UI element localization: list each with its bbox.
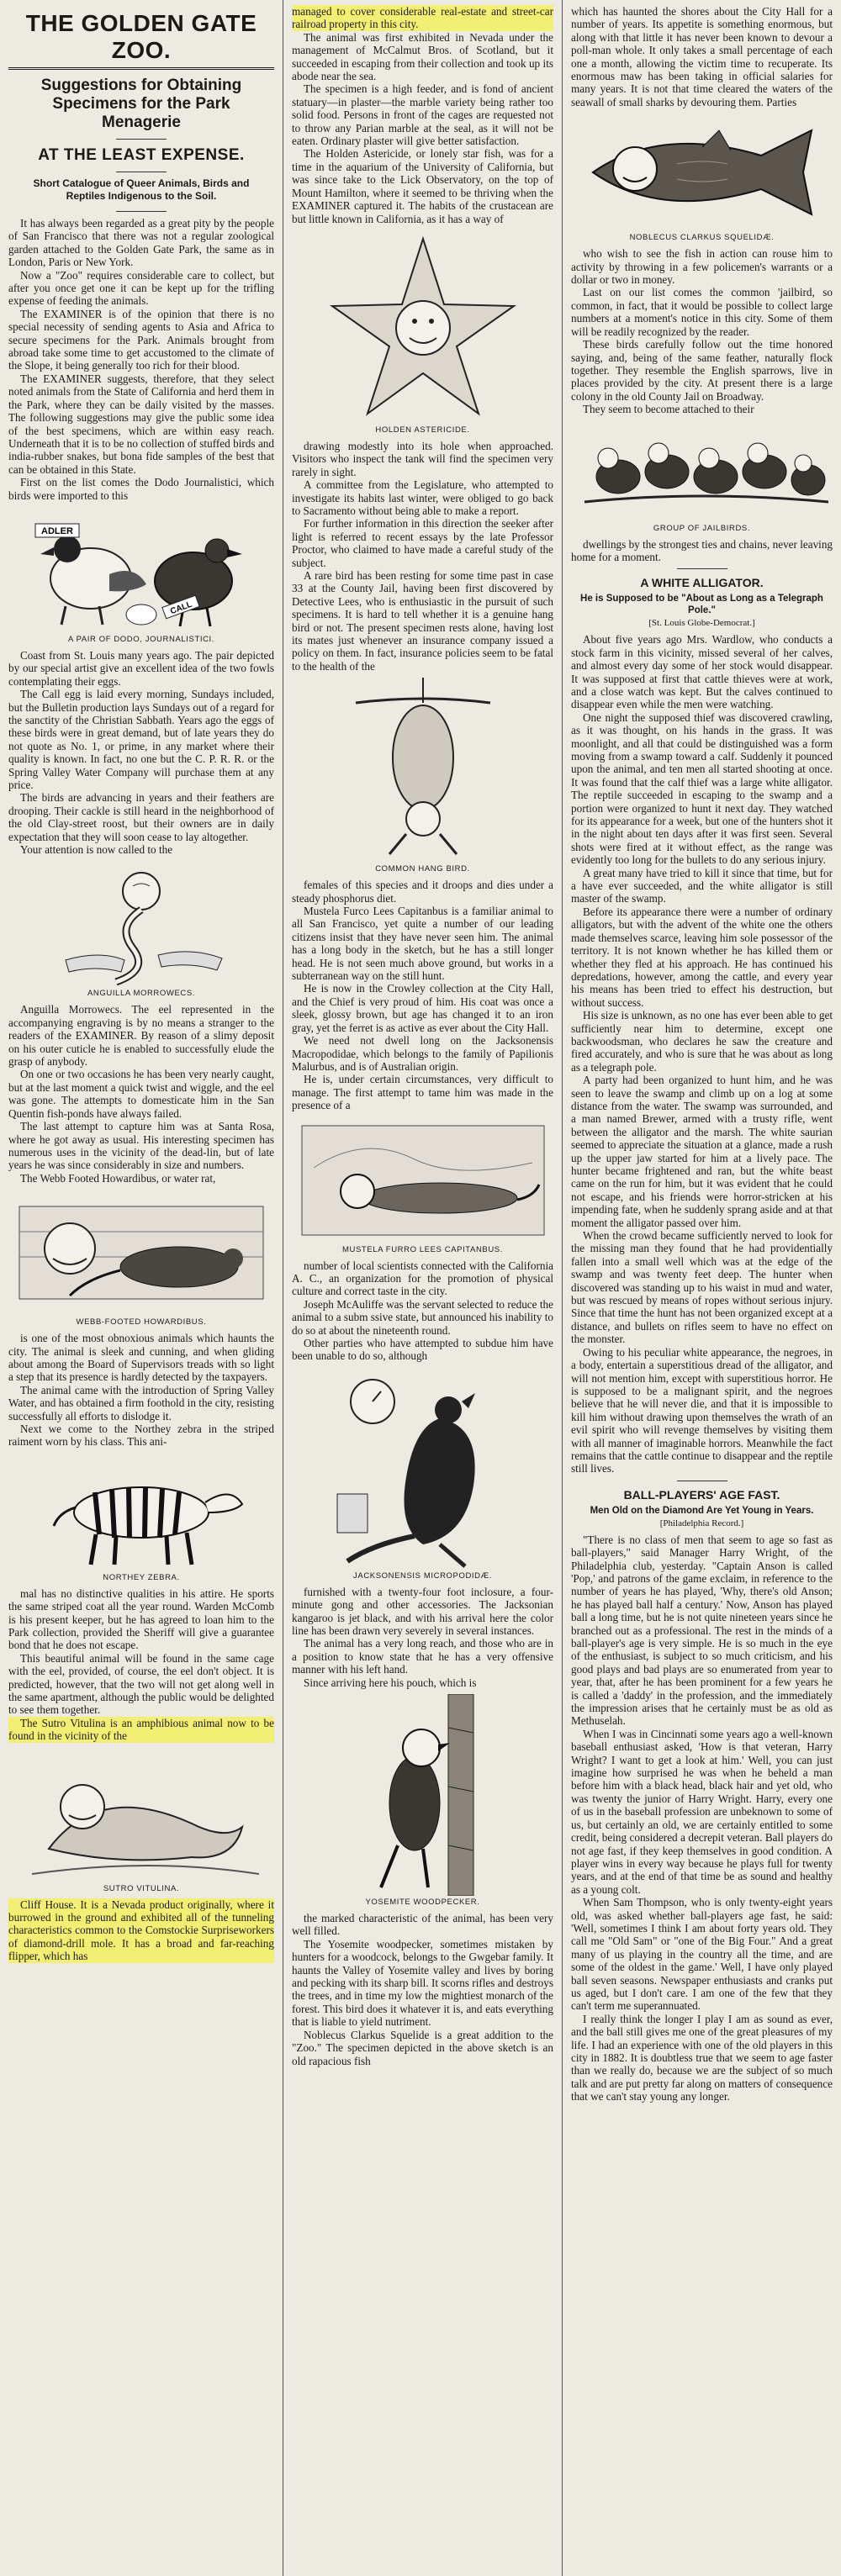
paragraph: Anguilla Morrowecs. The eel represented in the accompanying engraving is by no means a stranger to the readers of the EXAMINER. By reason of a slimy deposit on his outer cuticle he is enabled to successfully elude the grasp of anybody. [8, 1003, 274, 1069]
caption: WEBB-FOOTED HOWARDIBUS. [76, 1317, 207, 1328]
divider [116, 139, 167, 140]
fish-illustration [576, 113, 828, 231]
paragraph: number of local scientists connected with the California A. C., an organization for the promotion of physical culture and correct taste in the city. [292, 1259, 553, 1298]
paragraph: This beautiful animal will be found in the same cage with the eel, provided, of course, the eel don't object. It is predicted, however, that the two will not get along well in the same apartment, although the public would be delighted to see them together. [8, 1651, 274, 1717]
caption: A PAIR OF DODO, JOURNALISTICI. [67, 634, 215, 644]
zebra-illustration [15, 1454, 267, 1571]
caption: NORTHEY ZEBRA. [103, 1572, 180, 1582]
dodo-label-b: CALL [169, 599, 193, 617]
paragraph: dwellings by the strongest ties and chains, never leaving home for a moment. [571, 537, 833, 563]
article-subheadline: Men Old on the Diamond Are Yet Young in Years. [590, 1505, 814, 1516]
paragraph: A rare bird has been resting for some time past in case 33 at the County Jail, having been first discovered by Detective Lees, who is enthusiastic in the pursuit of such specimens. It is hard to tell whether it is a genuine hang bird or not. The present specimen rests alone, having lost its mates just whenever an insurance company issued a policy on them. In fact, insurance policies seem to be fatal to the health of the [292, 568, 553, 673]
paragraph-highlighted: managed to cover considerable real-estate and street-car railroad property in this city. [292, 5, 553, 31]
paragraph: Coast from St. Louis many years ago. The pair depicted by our special artist give an excellent idea of the two fowls contemplating their eggs. [8, 648, 274, 688]
paragraph: He is, under certain circumstances, very difficult to manage. The first attempt to tame him was made in the presence of a [292, 1073, 553, 1112]
caption: YOSEMITE WOODPECKER. [365, 1898, 480, 1908]
caption: GROUP OF JAILBIRDS. [653, 523, 751, 533]
hang-bird-illustration [322, 678, 524, 863]
paragraph: The Call egg is laid every morning, Sundays included, but the Bulletin production lays Sundays out of a regard for the sanctity of the Christian Sabbath. Years ago the eggs of these birds were in great demand, but of late years they do not quote as No. 1, or prime, in any market where their quality is known. In fact, no one but the C. P. R. R. or the Spring Valley Water Company will purchase them at any price. [8, 688, 274, 791]
article-source: [Philadelphia Record.] [659, 1518, 744, 1528]
illustration-mustela [292, 1117, 553, 1254]
paragraph: A party had been organized to hunt him, and he was seen to leave the swamp and climb up on a log at some distance from the water. The swamp was surrounded, and a man named Brewer, armed with a trusty rifle, went between the alligator and the marsh. The white saurian seemed to appreciate the situation at a glance, made a rush up the upper jaw started for him at a lively pace. The hunter became frightened and ran, but the white beast came on the run for him, but it was evident that he could not escape, and his friends were horror-stricken at his impending fate, when he suddenly sprang aside and at that moment the alligator passed over him. [571, 1074, 833, 1229]
seal-illustration [15, 1748, 267, 1882]
caption: HOLDEN ASTERICIDE. [375, 425, 470, 435]
paragraph: A committee from the Legislature, who attempted to investigate its habits last winter, were obliged to go back to Sacramento without being able to make a report. [292, 478, 553, 517]
dodo-illustration [15, 507, 267, 633]
paragraph: "There is no class of men that seem to age so fast as ball-players," said Manager Harry Wright, of the Philadelphia club, yesterday. "Captain Anson is called 'Pop,' and patrons of the game exclaim, in reference to the number of years he has played, 'Why, there's old Anson; he has played ball half a century.' Now, Anson has played ball a long time, but he is not quite nineteen years since he branched out as a professional. The rest in the minds of a ball-player's age is very simple. He is so much in the eye of the enthusiast, is subject to so much criticism, and his good plays and bad plays are so enumerated from year to year, that, after he has been prominent for a few years he is called a 'daddy' in the profession, and the immediately the impression arises that he certainly must be as old as Methuselah. [571, 1533, 833, 1728]
paragraph: When Sam Thompson, who is only twenty-eight years old, was asked whether ball-players age fast, he said: 'Well, sometimes I think I am about forty years old. They call me "Old Sam" or "one of the Big Four." And a great many of us playing in the country all the time, and are some of the oldest in the game.' Well, I have only played ball seven seasons. Newspaper enthusiasts and cranks put us aged, but I don't care. I am one of the few that they can't term me superannuated. [571, 1896, 833, 2013]
paragraph: is one of the most obnoxious animals which haunts the city. The animal is sleek and cunning, and when gliding about among the Board of Supervisors treads with so light a step that its presence is hardly detected by the taxpayers. [8, 1332, 274, 1384]
jailbirds-illustration [576, 421, 828, 522]
caption: SUTRO VITULINA. [103, 1883, 180, 1893]
article-subheadline: He is Supposed to be "About as Long as a Telegraph Pole." [580, 594, 823, 616]
illustration-web-footed [8, 1190, 274, 1327]
column-2 [283, 0, 562, 2576]
illustration-anguilla [8, 861, 274, 998]
paragraph: He is now in the Crowley collection at the City Hall, and the Chief is very proud of him. His coat was once a sleek, glossy brown, but age has changed it to an iron gray, yet the ferret is as active as ever about the City Hall. [292, 982, 553, 1034]
paragraph: Other parties who have attempted to subdue him have been unable to do so, although [292, 1336, 553, 1363]
caption: ANGUILLA MORROWECS. [87, 989, 196, 999]
paragraph: When I was in Cincinnati some years ago a well-known baseball enthusiast asked, 'How is that veteran, Harry Wright? I want to get a look at him.' Well, you can just imagine how surprised he was when he beheld a man before him with a black head, black hair and yet old, who was twenty the junior of Harry Wright. Harry, every one of us in the baseball profession are unbeknown to some of us, but certainly an old, we are certainly entitled to some credit, being considered a decrepit veteran. Ball players do not age fast, if they keep themselves in good condition. A player wins in every way because he plays full for twenty years, and at the end of that time be as sound and healthy as a young colt. [571, 1727, 833, 1896]
paragraph: furnished with a twenty-four foot inclosure, a four-minute gong and other accessories. The Jacksonian kangaroo is jet black, and with his arrival here the color line has been drawn very severely in several instances. [292, 1585, 553, 1637]
paragraph: The EXAMINER is of the opinion that there is no special necessity of sending agents to Asia and Africa to secure specimens for the Park. Animals brought from abroad take some time to get accustomed to the climate of the Slope, it being generally too rich for their blood. [8, 307, 274, 372]
paragraph: About five years ago Mrs. Wardlow, who conducts a stock farm in this vicinity, missed several of her calves, and almost every day some of her stock would disappear. It was supposed at first that cattle thieves were at work, and a close watch was kept. But the calves continued to disappear even while the men were watching. [571, 633, 833, 711]
paragraph: The EXAMINER suggests, therefore, that they select noted animals from the State of California and herd them in the Park, where they can be daily visited by the masses. The following suggestions may give the public some idea of the best specimens, which are within easy reach. Underneath that it is to be no collection of stuffed birds and india-rubber snakes, but bona fide samples of the best that can be obtained in this State. [8, 372, 274, 476]
paragraph: A great many have tried to kill it since that time, but for a have ever succeeded, and the white alligator is still master of the swamp. [571, 866, 833, 905]
paragraph: who wish to see the fish in action can rouse him to activity by throwing in a few policemen's warrants or a dollar or two in money. [571, 247, 833, 287]
divider [677, 568, 727, 569]
paragraph: which has haunted the shores about the City Hall for a number of years. Its appetite is something enormous, but along with that little it has never been known to devour a poll-man whole. It only takes a small percentage of each one a month, allowing the victim time to recuperate. Its enormous maw has been taking in official salaries for many years. It is not that time cleared the waters of the seawall of small sharks by devouring them. Parties [571, 5, 833, 108]
dodo-label-a: ADLER [41, 525, 73, 536]
eel-illustration [15, 861, 267, 987]
subheadline: Suggestions for Obtaining Specimens for the Park Menagerie [40, 77, 242, 131]
paragraph: Joseph McAuliffe was the servant selected to reduce the animal to a subm ssive state, but announced his inability to do so at about the nineteenth round. [292, 1297, 553, 1337]
paragraph: One night the supposed thief was discovered crawling, as it was thought, on his hands in the grass. It was moonlight, and all that could be distinguished was a form moving from a swamp toward a calf. Suddenly it pounced upon the animal, and ten men all started shooting at once. It was found that the calf thief was a large white alligator. The reptile succeeded in escaping to the swamp and a portion were organized to hunt it next day. They watched for its appearance for a week, but one of the hunters shot it in the night about ten days after it was first seen. Several shots were fired at it without effect, as the range was evidently too long for the bullets to do any serious injury. [571, 710, 833, 867]
paragraph: On one or two occasions he has been very nearly caught, but at the last moment a quick twist and wiggle, and the eel was gone. The attempts to domesticate him in the San Quentin fish-ponds have always failed. [8, 1068, 274, 1120]
article-headline: A WHITE ALLIGATOR. [640, 576, 764, 590]
paragraph: The birds are advancing in years and their feathers are drooping. Their cackle is still heard in the neighborhood of the old Clay-street roost, but their owners are in daily expectation that they will soon cease to lay altogether. [8, 791, 274, 843]
paragraph: Next we come to the Northey zebra in the striped raiment worn by his class. This ani- [8, 1422, 274, 1449]
paragraph: We need not dwell long on the Jacksonensis Macropodidae, which belongs to the family of Papilionis Malurbus, and is of Australian origin. [292, 1034, 553, 1073]
paragraph: The last attempt to capture him was at Santa Rosa, where he got away as usual. His interesting specimen has numerous uses in the vicinity of the dead-lin, but of late years he was since considerably in size and numbers. [8, 1120, 274, 1172]
illustration-zebra [8, 1454, 274, 1582]
paragraph: The animal was first exhibited in Nevada under the management of McCalmut Bros. of Scotland, but it succeeded in escaping from their collection and took up its abode near the sea. [292, 30, 553, 83]
headline: THE GOLDEN GATE ZOO. [25, 10, 257, 63]
paragraph: mal has no distinctive qualities in his attire. He sports the same striped coat all the year round. Warden McComb is his present keeper, but he has agreed to loan him to the Park collection, provided the Sheriff will give a guarantee bond that he does not escape. [8, 1586, 274, 1652]
paragraph: Now a "Zoo" requires considerable care to collect, but after you once get one it can be kept up for the trifling expense of feeding the animals. [8, 268, 274, 308]
paragraph: The animal has a very long reach, and those who are in a position to know state that he has a very offensive manner with his left hand. [292, 1637, 553, 1676]
paragraph: The specimen is a high feeder, and is fond of ancient statuary—in plaster—the marble variety being rather too solid food. Persons in front of the cages are requested not to throw any Parian marble at the seal, as it will not be eaten. Ordinary plaster will give better satisfaction. [292, 82, 553, 148]
article-source: [St. Louis Globe-Democrat.] [648, 618, 755, 629]
paragraph: the marked characteristic of the animal, has been very well filled. [292, 1912, 553, 1938]
paragraph: The Yosemite woodpecker, sometimes mistaken by hunters for a woodcock, belongs to the Gwgebar family. It haunts the Valley of Yosemite valley and lives by boring and pecking with its sharp bill. It scorns rifles and destroys the trees, and in time my low the mightiest monarch of the forest. This bird does it whatever it is, and eats everything that is liable to yield nutriment. [292, 1937, 553, 2029]
divider [116, 211, 167, 212]
woodpecker-illustration [322, 1694, 524, 1896]
starfish-illustration [322, 230, 524, 424]
illustration-hang-bird [292, 678, 553, 874]
paragraph: drawing modestly into its hole when approached. Visitors who inspect the tank will find the specimen very rarely in sight. [292, 439, 553, 478]
subheadline-2: AT THE LEAST EXPENSE. [38, 146, 245, 164]
paragraph: I really think the longer I play I am as sound as ever, and the ball still gives me one of the great pleasures of my life. I had an experience with one of the old players in this city in 1882. It is doubtless true that we seem to age faster than we really do, because we are the subject of so much talk and are put pretty far along on matters of consequence that we can't stay young any longer. [571, 2012, 833, 2104]
paragraph: For further information in this direction the seeker after light is referred to recent essays by the late Professor Proctor, who claimed to have made a careful study of the subject. [292, 517, 553, 569]
caption: NOBLECUS CLARKUS SQUELIDÆ. [629, 233, 775, 243]
paragraph: Mustela Furco Lees Capitanbus is a familiar animal to all San Francisco, yet quite a number of our leading citizens insist that they have never seen him. The animal has a long body in the sketch, but he has a still longer head. He is not seen much above ground, but works in a subterranean way on the still hunt. [292, 905, 553, 983]
paragraph: Noblecus Clarkus Squelide is a great addition to the "Zoo." The specimen depicted in the above sketch is an old rapacious fish [292, 2028, 553, 2067]
paragraph: The Holden Astericide, or lonely star fish, was for a time in the aquarium of the University of California, but was since take to the Lick Observatory, on the top of Mount Hamilton, where it seemed to be thriving when the EXAMINER captured it. The habits of the crustacean are but little known in California, as it has a way of [292, 147, 553, 225]
illustration-jackson [292, 1368, 553, 1581]
paragraph: Your attention is now called to the [20, 843, 173, 857]
illustration-dodo [8, 507, 274, 644]
paragraph: Last on our list comes the common 'jailbird, so common, in fact, that it would be possible to collect large numbers at a moment's notice in this city. Some of them will be readily recognized by the reader. [571, 286, 833, 338]
paragraph: When the crowd became sufficiently nerved to look for the missing man they found that he had providentially fallen into a small well which was at the edge of the swamp and was twenty feet deep. The hunter when discovered was standing up to his waist in mud and water, but was rescued by means of ropes without serious injury. Since that time the hunt has not been organized except at a distance, and bullets on rifles seem to have no effect on the monster. [571, 1229, 833, 1346]
column-1 [0, 0, 283, 2576]
paragraph: Before its appearance there were a number of ordinary alligators, but with the advent of the white one the others made themselves scarce, leaving him sole possessor of the territory. It is not known whether he has killed them or whether they fled at his approach. He has continued his depredations, however, among the cattle, and every year his means has been tried to effect his destruction, but without success. [571, 905, 833, 1009]
paragraph: These birds carefully follow out the time honored saying, and, being of the same feather, naturally flock together. They resemble the English sparrows, live in places provided by the city. At present there is a large colony in the old County Jail on Broadway. [571, 338, 833, 403]
kangaroo-illustration [314, 1368, 532, 1570]
column-3 [562, 0, 841, 2576]
illustration-noblecus [571, 113, 833, 242]
paragraph: Owing to his peculiar white appearance, the negroes, in a body, entertain a superstitious dread of the alligator, and will not mention him, except with superstitious horror. He is supposed to be a malignant spirit, and the negroes believe that he will never die, and that it is impossible to kill him without drawing upon themselves the wrath of an evil spirit who will revenge themselves by visiting them with all manner of imaginable horrors. Meanwhile the fact remains that the cattle continue to disappear and the reptile still lives. [571, 1345, 833, 1475]
paragraph: They seem to become attached to their [583, 403, 754, 416]
illustration-sutro [8, 1748, 274, 1893]
article-headline: BALL-PLAYERS' AGE FAST. [623, 1487, 780, 1502]
paragraph: The Webb Footed Howardibus, or water rat, [20, 1171, 216, 1185]
paragraph-highlighted: The Sutro Vitulina is an amphibious animal now to be found in the vicinity of the [8, 1716, 274, 1743]
illustration-holden [292, 230, 553, 435]
paragraph: His size is unknown, as no one has ever been able to get sufficiently near him to determine, except one backwoodsman, who declares he saw the creature and fired accurately, and who is sure that he was about as long as a telegraph pole. [571, 1009, 833, 1074]
caption: MUSTELA FURRO LEES CAPITANBUS. [342, 1244, 503, 1254]
ferret-illustration [297, 1117, 549, 1243]
paragraph: First on the list comes the Dodo Journalistici, which birds were imported to this [8, 476, 274, 502]
summary-deck: Short Catalogue of Queer Animals, Birds and Reptiles Indigenous to the Soil. [33, 177, 250, 202]
illustration-woodpecker [292, 1694, 553, 1907]
paragraph: The animal came with the introduction of Spring Valley Water, and has obtained a firm foothold in the city, resisting successfully all efforts to dislodge it. [8, 1383, 274, 1423]
paragraph-highlighted: Cliff House. It is a Nevada product originally, where it burrowed in the ground and exhibited all of the tunneling characteristics common to the Comstockie Surpriseworkers of diamond-drill mole. It has a broad and far-reaching flipper, which has [8, 1898, 274, 1963]
caption: JACKSONENSIS MICROPODIDÆ. [353, 1570, 492, 1581]
paragraph: Since arriving here his pouch, which is [304, 1676, 477, 1689]
paragraph: It has always been regarded as a great pity by the people of San Francisco that there was not a regular zoological garden attached to the Golden Gate Park, the same as in London, Paris or New York. [8, 217, 274, 269]
divider [8, 67, 274, 70]
paragraph: females of this species and it droops and dies under a steady phosphorus diet. [292, 879, 553, 905]
water-rat-illustration [11, 1190, 272, 1316]
caption: COMMON HANG BIRD. [375, 864, 470, 874]
illustration-jailbirds [571, 421, 833, 533]
